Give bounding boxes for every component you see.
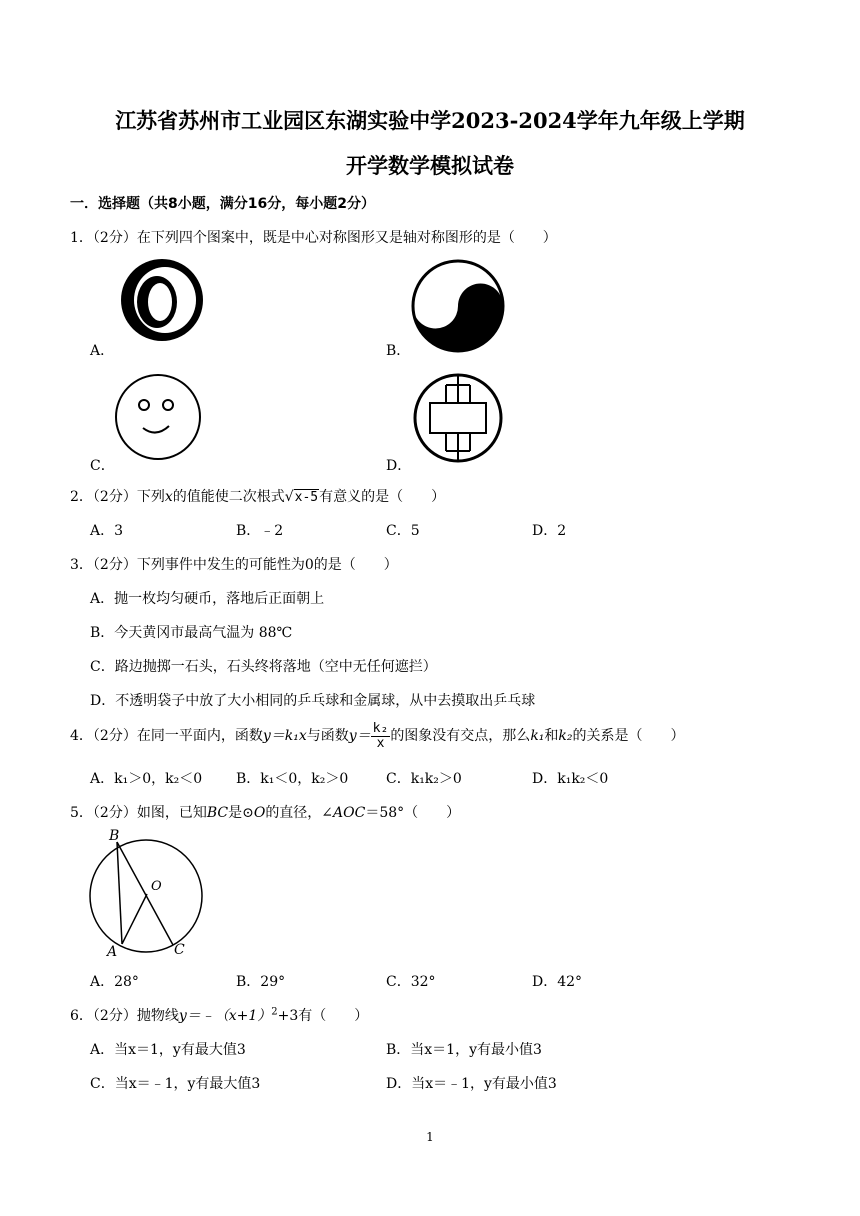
q4-func1: y＝k₁x [262,728,307,744]
radical-sign: √ [284,489,294,505]
q2-option-c: C．5 [386,523,420,539]
q6-option-a: A．当x＝1，y有最大值3 [90,1042,246,1058]
q4-suffix: 的图象没有交点，那么 [390,728,531,744]
q6-option-b: B．当x＝1，y有最小值3 [386,1042,542,1058]
q6-stem-a: 6．（2分）抛物线 [70,1008,179,1024]
q1-option-a-label: A． [90,343,115,359]
q4-k2: k₂ [558,728,573,744]
q5-option-c: C．32° [386,974,436,990]
q4-option-a: A．k₁＞0，k₂＜0 [90,771,203,787]
label-b: B [109,828,120,844]
question-3-stem: 3．（2分）下列事件中发生的可能性为0的是（ ） [70,557,398,573]
question-2-stem [70,486,445,506]
section-heading: 一．选择题（共8小题，满分16分，每小题2分） [70,196,375,212]
question-6-stem [70,1005,368,1025]
q6-option-c: C．当x＝﹣1，y有最大值3 [90,1076,261,1092]
question-1-stem: 1．（2分）在下列四个图案中，既是中心对称图形又是轴对称图形的是（ ） [70,230,557,246]
q5-option-d: D．42° [532,974,583,990]
q2-suffix: 有意义的是（ ） [319,489,446,505]
q4-prefix: 4．（2分）在同一平面内，函数 [70,728,263,744]
q5-option-b: B．29° [236,974,286,990]
q1-option-c-label: C． [90,458,115,474]
q4-option-d: D．k₁k₂＜0 [532,771,609,787]
question-5-stem [70,802,460,822]
page-number: 1 [426,1130,434,1144]
q2-radicand: x-5 [294,490,319,505]
q5-o: O [253,805,266,821]
figure-1b-yin-yang [410,258,506,354]
figure-5-circle-diagram [85,828,215,960]
q6-sup: 2 [271,1006,278,1018]
label-c: C [174,942,185,958]
q2-option-a: A．3 [90,523,124,539]
q4-mid: 与函数 [306,728,349,744]
q3-option-d: D．不透明袋子中放了大小相同的乒乓球和金属球，从中去摸取出乒乓球 [90,693,536,709]
q5-stem-d: ＝58°（ ） [365,805,461,821]
q1-option-b-label: B． [386,343,411,359]
q6-stem-b: +3有（ ） [277,1008,369,1024]
label-o: O [151,879,162,894]
q2-var: x [164,489,173,505]
q4-option-c: C．k₁k₂＞0 [386,771,462,787]
q5-stem-b: 是⊙ [228,805,254,821]
q5-stem-c: 的直径，∠ [265,805,334,821]
q5-option-a: A．28° [90,974,139,990]
q4-func2-lhs: y＝ [348,728,371,744]
q4-frac-den: x [376,735,385,751]
q1-option-d-label: D． [386,458,412,474]
q4-fraction [371,722,391,751]
q2-option-d: D．2 [532,523,567,539]
q2-option-b: B．﹣2 [236,523,284,539]
q2-mid: 的值能使二次根式 [172,489,285,505]
q3-option-b: B．今天黄冈市最高气温为 88℃ [90,625,293,641]
figure-1c-smiley-face [110,372,206,462]
q4-and: 和 [544,728,559,744]
q5-aoc: AOC [333,805,366,821]
question-4-stem [70,714,685,758]
q3-option-c: C．路边抛掷一石头，石头终将落地（空中无任何遮拦） [90,659,437,675]
title-line-1: 江苏省苏州市工业园区东湖实验中学2023-2024学年九年级上学期 [115,108,745,133]
title-line-2: 开学数学模拟试卷 [346,153,514,178]
q6-option-d: D．当x＝﹣1，y有最小值3 [386,1076,557,1092]
q2-prefix: 2．（2分）下列 [70,489,165,505]
q4-end: 的关系是（ ） [572,728,685,744]
figure-1a-circle-ring [110,258,210,342]
q4-k1: k₁ [530,728,545,744]
q4-frac-num: k₂ [372,720,389,736]
q3-option-a: A．抛一枚均匀硬币，落地后正面朝上 [90,591,325,607]
q6-expr: y＝﹣（x+1） [178,1008,272,1024]
q5-bc: BC [206,805,229,821]
label-a: A [107,944,118,960]
figure-1d-circle-rectangle [410,372,506,464]
q4-option-b: B．k₁＜0，k₂＞0 [236,771,349,787]
q5-stem-a: 5．（2分）如图，已知 [70,805,207,821]
